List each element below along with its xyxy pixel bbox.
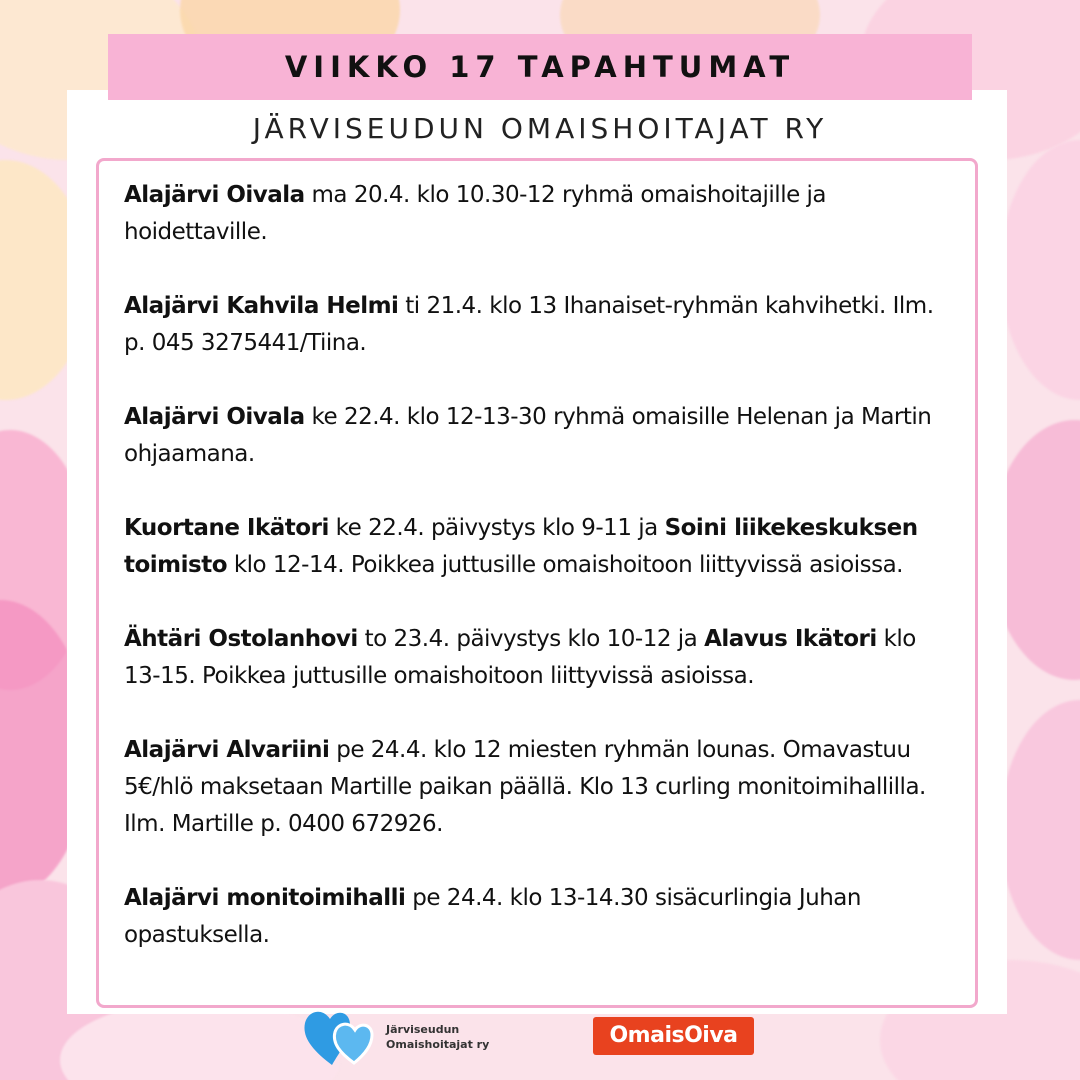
event-details: ke 22.4. klo 12-13-30 ryhmä omaisille Helenan ja Martin ohjaamana. xyxy=(124,404,932,467)
event-item xyxy=(124,399,954,473)
page-title: VIIKKO 17 TAPAHTUMAT xyxy=(284,50,796,84)
event-item xyxy=(124,621,954,695)
logo-line-1: Järviseudun xyxy=(386,1023,460,1036)
event-place: Alajärvi Oivala xyxy=(124,182,305,208)
event-place: Kuortane Ikätori xyxy=(124,515,329,541)
event-place: Ähtäri Ostolanhovi xyxy=(124,626,358,652)
event-place: Alajärvi Alvariini xyxy=(124,737,330,763)
event-place: Alajärvi monitoimihalli xyxy=(124,885,406,911)
event-item xyxy=(124,880,954,954)
event-details: klo 13-15. Poikkea juttusille omaishoitoon liittyvissä asioissa. xyxy=(124,626,916,689)
event-details: ma 20.4. klo 10.30-12 ryhmä omaishoitajille ja hoidettaville. xyxy=(124,182,827,245)
event-place: Alajärvi Oivala xyxy=(124,404,305,430)
event-place: Soini liikekeskuksen toimisto xyxy=(124,515,918,578)
events-list xyxy=(124,177,954,991)
event-details: to 23.4. päivystys klo 10-12 ja xyxy=(357,626,705,652)
event-item xyxy=(124,732,954,843)
event-place: Alavus Ikätori xyxy=(704,626,877,652)
event-details: klo 12-14. Poikkea juttusille omaishoitoon liittyvissä asioissa. xyxy=(227,552,903,578)
jarviseudun-logo xyxy=(302,1005,512,1071)
omaisoiva-logo: OmaisOiva xyxy=(593,1017,754,1055)
event-item xyxy=(124,177,954,251)
event-place: Alajärvi Kahvila Helmi xyxy=(124,293,399,319)
event-details: pe 24.4. klo 12 miesten ryhmän lounas. Omavastuu 5€/hlö maksetaan Martille paikan päällä. Klo 13 curling monitoimihallilla. Ilm. Martille p. 0400 672926. xyxy=(124,737,926,837)
blue-hearts-icon xyxy=(302,1005,382,1071)
event-details: ti 21.4. klo 13 Ihanaiset-ryhmän kahvihetki. Ilm. p. 045 3275441/Tiina. xyxy=(124,293,934,356)
event-item xyxy=(124,288,954,362)
event-item xyxy=(124,510,954,584)
event-details: ke 22.4. päivystys klo 9-11 ja xyxy=(328,515,665,541)
jarviseudun-logo-text xyxy=(386,1022,489,1052)
event-details: pe 24.4. klo 13-14.30 sisäcurlingia Juhan opastuksella. xyxy=(124,885,861,948)
organization-subtitle: JÄRVISEUDUN OMAISHOITAJAT RY xyxy=(252,112,828,145)
logo-line-2: Omaishoitajat ry xyxy=(386,1038,490,1051)
